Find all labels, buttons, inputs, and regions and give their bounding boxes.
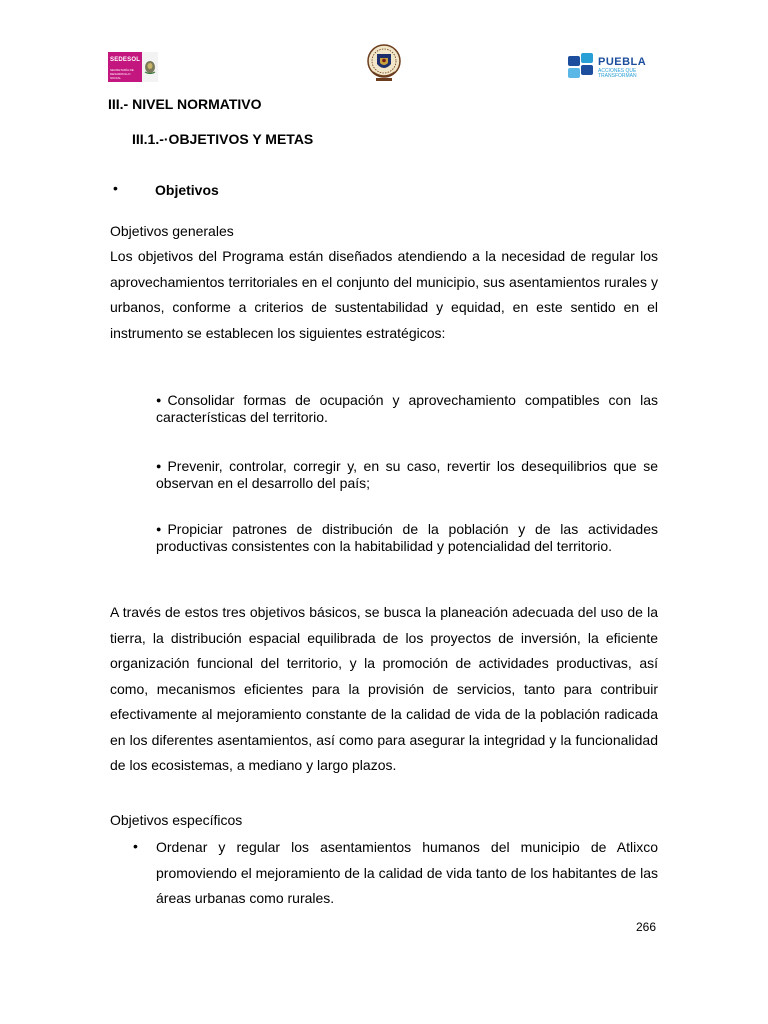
strategic-item bbox=[156, 392, 658, 425]
bullet-icon: • bbox=[113, 180, 118, 196]
page-number: 266 bbox=[636, 920, 657, 934]
general-objectives-label: Objetivos generales bbox=[110, 223, 234, 239]
bullet-icon: ● bbox=[156, 524, 162, 534]
bullet-icon: • bbox=[133, 838, 138, 854]
strategic-item bbox=[156, 458, 658, 491]
summary-paragraph: A través de estos tres objetivos básicos, se busca la planeación adecuada del uso de la tierra, la distribución espacial equilibrada de los proyectos de inversión, la eficiente organización funcional del territorio, y la promoción de actividades productivas, así como, mecanismos eficientes para la provisión de servicios, tanto para contribuir efectivamente al mejoramiento constante de la calidad de vida de la población radicada en los diferentes asentamientos, así como para asegurar la integridad y la funcionalidad de los ecosistemas, a mediano y largo plazos. bbox=[110, 604, 658, 773]
puebla-logo bbox=[568, 52, 654, 84]
puebla-logo-subtext: ACCIONES QUE TRANSFORMAN bbox=[598, 68, 637, 79]
puebla-logo-square bbox=[568, 56, 580, 66]
puebla-logo-square bbox=[581, 53, 593, 63]
subsection-heading: III.1.-·OBJETIVOS Y METAS bbox=[132, 131, 314, 147]
sedesol-logo bbox=[108, 52, 158, 82]
municipal-coat-of-arms-icon bbox=[364, 42, 404, 84]
mexico-eagle-icon bbox=[142, 52, 158, 82]
section-heading: III.- NIVEL NORMATIVO bbox=[108, 96, 262, 112]
puebla-logo-square bbox=[568, 68, 580, 78]
strategic-item-text: Propiciar patrones de distribución de la población y de las actividades productivas consistentes con la habitabilidad y potencialidad del territorio. bbox=[156, 521, 658, 554]
sedesol-logo-subtext: SECRETARÍA DE DESARROLLO SOCIAL bbox=[110, 68, 134, 80]
sedesol-logo-block bbox=[108, 52, 142, 82]
puebla-logo-square bbox=[581, 65, 593, 75]
specific-objectives-label: Objetivos específicos bbox=[110, 812, 243, 828]
puebla-logo-text: PUEBLA bbox=[598, 56, 647, 68]
strategic-item-text: Prevenir, controlar, corregir y, en su caso, revertir los desequilibrios que se observan en el desarrollo del país; bbox=[156, 458, 658, 491]
sedesol-logo-text: SEDESOL bbox=[110, 57, 141, 63]
intro-paragraph: Los objetivos del Programa están diseñados atendiendo a la necesidad de regular los aprovechamientos territoriales en el conjunto del municipio, sus asentamientos rurales y urbanos, conforme a criterios de sustentabilidad y equidad, en este sentido en el instrumento se establecen los siguientes estratégicos: bbox=[110, 248, 658, 341]
bullet-icon: ● bbox=[156, 395, 162, 405]
bullet-icon: ● bbox=[156, 461, 162, 471]
specific-item: Ordenar y regular los asentamientos humanos del municipio de Atlixco promoviendo el mejoramiento de la calidad de vida tanto de los habitantes de las áreas urbanas como rurales. bbox=[156, 839, 658, 906]
objectives-heading: Objetivos bbox=[155, 182, 219, 198]
strategic-item-text: Consolidar formas de ocupación y aprovechamiento compatibles con las características del territorio. bbox=[156, 392, 658, 425]
strategic-item bbox=[156, 521, 658, 554]
